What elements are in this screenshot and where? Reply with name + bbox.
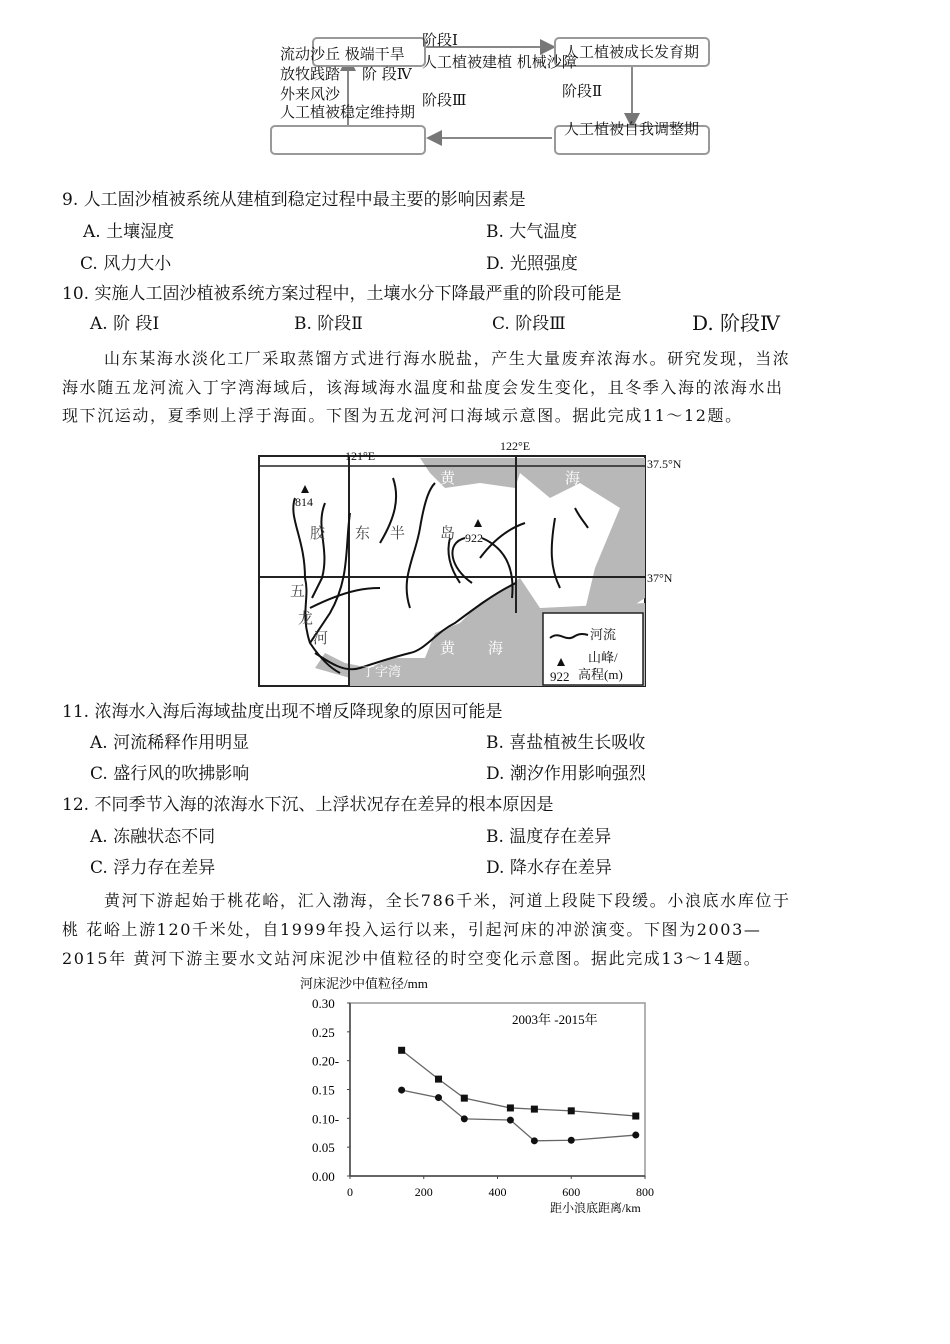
peninsula-char: 岛 xyxy=(440,526,456,542)
south-sea-char: 海 xyxy=(488,641,504,657)
data-point-circle xyxy=(507,1117,514,1124)
option-a: A. 阶 段Ⅰ xyxy=(90,314,160,334)
y-tick-label: 0.20- xyxy=(312,1053,340,1069)
passage-line: 海水随五龙河流入丁字湾海域后，该海域海水温度和盐度会发生变化，且冬季入海的浓海水出 xyxy=(62,378,784,397)
stage-2-label: 阶段Ⅱ xyxy=(562,82,603,100)
x-tick-label: 400 xyxy=(488,1185,507,1199)
peak-922-label: 922 xyxy=(465,531,483,545)
option-a: A. 河流稀释作用明显 xyxy=(90,733,250,753)
option-d: D. 潮汐作用影响强烈 xyxy=(486,764,646,784)
data-point-circle xyxy=(461,1115,468,1122)
data-point-square xyxy=(632,1113,639,1120)
peak-814-label: 814 xyxy=(295,495,313,509)
option-b: B. 喜盐植被生长吸收 xyxy=(486,733,646,753)
question-stem: 9. 人工固沙植被系统从建植到稳定过程中最主要的影响因素是 xyxy=(62,190,526,210)
stage-4-label: 阶 段Ⅳ xyxy=(362,65,412,83)
data-point-circle xyxy=(398,1087,405,1094)
option-d: D. 降水存在差异 xyxy=(486,858,612,878)
series-line-2003年 xyxy=(402,1050,636,1116)
legend-peak-value: 922 xyxy=(550,669,570,684)
x-tick-label: 600 xyxy=(562,1185,581,1199)
river-name-char: 河 xyxy=(313,631,329,647)
box-stable xyxy=(270,125,426,155)
peninsula-char: 东 xyxy=(355,526,371,542)
data-point-circle xyxy=(435,1094,442,1101)
factor-label-2: 放牧践踏 xyxy=(280,65,341,83)
legend-elevation-label: 高程(m) xyxy=(578,667,623,682)
passage-line: 2015年 黄河下游主要水文站河床泥沙中值粒径的时空变化示意图。据此完成13～14题。 xyxy=(62,949,762,968)
x-tick-label: 200 xyxy=(414,1185,433,1199)
north-sea-char: 海 xyxy=(565,471,581,487)
option-d: D. 阶段Ⅳ xyxy=(692,311,781,335)
y-tick-label: 0.10- xyxy=(312,1111,340,1127)
adjust-label: 人工植被自我调整期 xyxy=(564,120,700,138)
x-axis-label: 距小浪底距离/km xyxy=(550,1201,641,1215)
bay-label: 丁字湾 xyxy=(362,664,402,679)
data-point-square xyxy=(531,1106,538,1113)
north-sea-char: 黄 xyxy=(440,471,456,487)
wulong-river-map xyxy=(250,438,700,693)
x-tick-label: 800 xyxy=(636,1185,654,1199)
x-tick-label: 0 xyxy=(347,1185,353,1199)
stage-1-label: 阶段Ⅰ xyxy=(422,31,458,49)
south-sea-char: 黄 xyxy=(440,641,456,657)
question-stem: 10. 实施人工固沙植被系统方案过程中，土壤水分下降最严重的阶段可能是 xyxy=(62,284,622,304)
option-c: C. 浮力存在差异 xyxy=(90,858,216,878)
data-point-square xyxy=(507,1104,514,1111)
y-tick-label: 0.30 xyxy=(312,996,335,1011)
y-tick-label: 0.00 xyxy=(312,1169,335,1184)
option-c: C. 阶段Ⅲ xyxy=(492,314,566,334)
river-name-char: 龙 xyxy=(298,611,314,627)
stage-3-label: 阶段Ⅲ xyxy=(422,91,467,109)
data-point-square xyxy=(435,1076,442,1083)
passage-line: 现下沉运动，夏季则上浮于海面。下图为五龙河河口海域示意图。据此完成11～12题。 xyxy=(62,406,743,425)
data-point-square xyxy=(398,1047,405,1054)
data-point-circle xyxy=(531,1137,538,1144)
y-tick-label: 0.05 xyxy=(312,1140,335,1156)
data-point-square xyxy=(568,1107,575,1114)
lon-122-label: 122°E xyxy=(500,439,531,453)
data-point-circle xyxy=(632,1132,639,1139)
option-a: A. 冻融状态不同 xyxy=(90,827,216,847)
lat-37-5-label: 37.5°N xyxy=(647,457,682,471)
plot-frame xyxy=(350,1003,645,1176)
y-axis-label: 河床泥沙中值粒径/mm xyxy=(300,976,428,991)
factor-label-1: 流动沙丘 极端干旱 xyxy=(280,45,405,63)
option-c: C. 风力大小 xyxy=(80,254,172,274)
option-c: C. 盛行风的吹拂影响 xyxy=(90,764,250,784)
growth-label: 人工植被成长发育期 xyxy=(564,43,700,61)
sediment-grain-chart xyxy=(290,972,680,1222)
peninsula-char: 胶 xyxy=(310,526,326,542)
passage-line: 桃 花峪上游120千米处，自1999年投入运行以来，引起河床的冲淤演变。下图为2003— xyxy=(62,920,762,939)
question-stem: 11. 浓海水入海后海域盐度出现不增反降现象的原因可能是 xyxy=(62,702,503,722)
data-point-square xyxy=(461,1095,468,1102)
river-name-char: 五 xyxy=(290,584,306,600)
option-a: A. 土壤湿度 xyxy=(83,222,175,242)
passage-line: 黄河下游起始于桃花峪，汇入渤海，全长786千米，河道上段陡下段缓。小浪底水库位于 xyxy=(104,891,791,910)
y-tick-label: 0.25 xyxy=(312,1024,335,1040)
option-b: B. 大气温度 xyxy=(486,222,578,242)
passage-line: 山东某海水淡化工厂采取蒸馏方式进行海水脱盐，产生大量废弃浓海水。研究发现，当浓 xyxy=(104,349,791,368)
option-b: B. 温度存在差异 xyxy=(486,827,612,847)
stable-label: 人工植被稳定维持期 xyxy=(280,103,416,121)
lon-121-label: 121°E xyxy=(345,449,376,463)
data-point-circle xyxy=(568,1137,575,1144)
y-tick-label: 0.15 xyxy=(312,1082,335,1098)
option-d: D. 光照强度 xyxy=(486,254,578,274)
question-stem: 12. 不同季节入海的浓海水下沉、上浮状况存在差异的根本原因是 xyxy=(62,795,554,815)
legend-river-label: 河流 xyxy=(590,627,617,642)
option-b: B. 阶段Ⅱ xyxy=(294,314,363,334)
legend-label: 2003年 -2015年 xyxy=(512,1012,598,1027)
lat-37-label: 37°N xyxy=(647,571,673,585)
legend-peak-label: 山峰/ xyxy=(588,650,618,665)
build-label: 人工植被建植 机械沙障 xyxy=(422,53,577,71)
peninsula-char: 半 xyxy=(390,526,406,542)
factor-label-3: 外来风沙 xyxy=(280,85,341,103)
